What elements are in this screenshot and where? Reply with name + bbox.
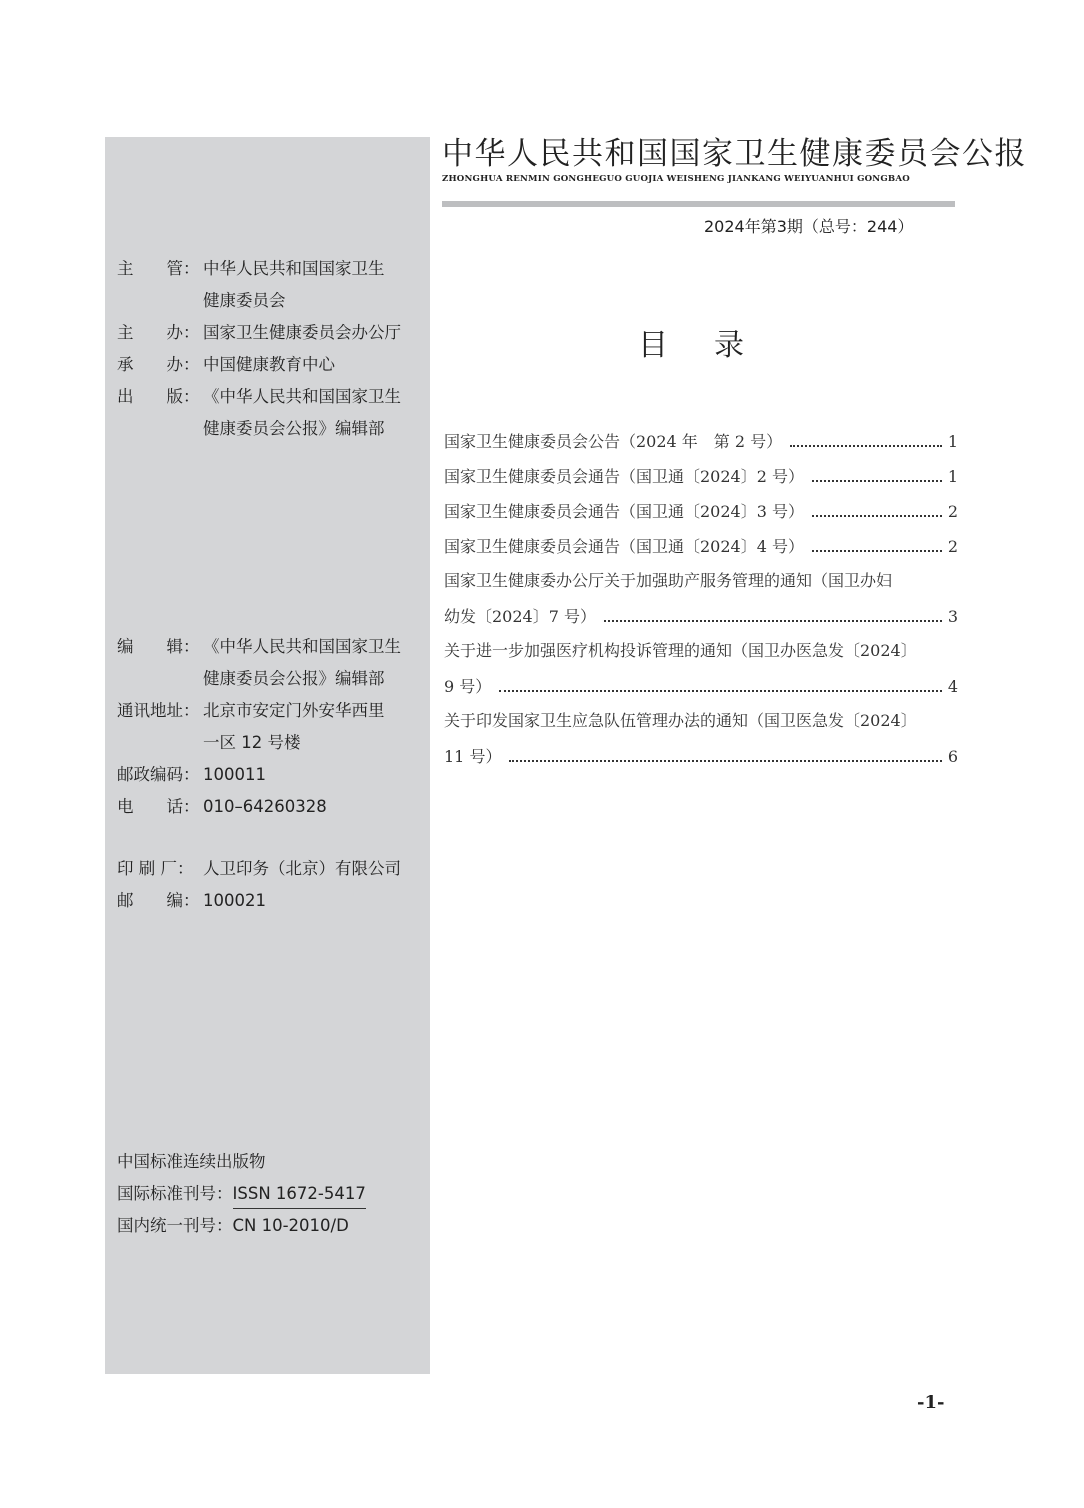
table-of-contents <box>444 423 958 773</box>
toc-leader-dots <box>499 668 942 692</box>
publisher-value: 《中华人民共和国国家卫生 <box>203 387 401 406</box>
publication-info <box>117 253 427 445</box>
toc-entry-title: 9 号） <box>444 677 492 696</box>
address-value: 北京市安定门外安华西里 <box>203 701 385 720</box>
organizer-value: 中国健康教育中心 <box>203 355 335 374</box>
issn-label: 国际标准刊号： <box>117 1184 233 1203</box>
serial-info <box>117 1146 427 1242</box>
organizer-label: 承 办： <box>117 355 200 374</box>
postcode-value: 100011 <box>203 765 266 784</box>
toc-leader-dots <box>812 458 942 482</box>
phone-label: 电 话： <box>117 797 200 816</box>
printer-postcode-label: 邮 编： <box>117 891 200 910</box>
toc-entry-title: 国家卫生健康委员会通告（国卫通〔2024〕2 号） <box>444 467 804 486</box>
editor-label: 编 辑： <box>117 637 200 656</box>
editor-value-cont: 健康委员会公报》编辑部 <box>203 669 385 688</box>
printer-postcode-value: 100021 <box>203 891 266 910</box>
toc-entry-title-line: 关于进一步加强医疗机构投诉管理的通知（国卫办医急发〔2024〕 <box>444 641 917 660</box>
toc-page-number: 6 <box>947 747 958 766</box>
toc-leader-dots <box>509 738 941 762</box>
toc-entry-title: 国家卫生健康委员会公告（2024 年 第 2 号） <box>444 432 783 451</box>
editorial-info <box>117 631 427 823</box>
toc-entry[interactable] <box>444 423 958 458</box>
printer-info <box>117 853 427 917</box>
toc-page-number: 1 <box>947 467 958 486</box>
toc-leader-dots <box>812 528 942 552</box>
toc-page-number: 2 <box>947 537 958 556</box>
postcode-label: 邮政编码： <box>117 765 200 784</box>
publisher-label: 出 版： <box>117 387 200 406</box>
bulletin-title: 中华人民共和国国家卫生健康委员会公报 <box>442 136 1027 172</box>
toc-entry-title-line: 国家卫生健康委办公厅关于加强助产服务管理的通知（国卫办妇 <box>444 571 893 590</box>
toc-leader-dots <box>790 423 942 447</box>
toc-heading: 目录 <box>638 328 790 363</box>
toc-entry-title: 幼发〔2024〕7 号） <box>444 607 596 626</box>
toc-leader-dots <box>604 598 942 622</box>
toc-entry-title: 国家卫生健康委员会通告（国卫通〔2024〕4 号） <box>444 537 804 556</box>
sponsor-value: 国家卫生健康委员会办公厅 <box>203 323 401 342</box>
phone-value: 010–64260328 <box>203 797 327 816</box>
page-number: -1- <box>917 1392 945 1413</box>
supervisor-value: 中华人民共和国国家卫生 <box>203 259 385 278</box>
publisher-value-cont: 健康委员会公报》编辑部 <box>203 419 385 438</box>
toc-entry[interactable] <box>444 563 958 633</box>
address-label: 通讯地址： <box>117 701 200 720</box>
toc-entry[interactable] <box>444 458 958 493</box>
toc-entry[interactable] <box>444 633 958 703</box>
supervisor-value-cont: 健康委员会 <box>203 291 286 310</box>
toc-leader-dots <box>812 493 942 517</box>
toc-page-number: 3 <box>947 607 958 626</box>
issue-number: 2024年第3期（总号：244） <box>704 217 914 236</box>
bulletin-title-pinyin: ZHONGHUA RENMIN GONGHEGUO GUOJIA WEISHENG JIANKANG WEIYUANHUI GONGBAO <box>442 174 910 184</box>
cn-label: 国内统一刊号： <box>117 1216 233 1235</box>
supervisor-label: 主 管： <box>117 259 200 278</box>
issn-value: ISSN 1672-5417 <box>233 1180 366 1209</box>
toc-page-number: 4 <box>947 677 958 696</box>
toc-entry[interactable] <box>444 493 958 528</box>
printer-value: 人卫印务（北京）有限公司 <box>203 859 401 878</box>
toc-entry-title: 国家卫生健康委员会通告（国卫通〔2024〕3 号） <box>444 502 804 521</box>
printer-label: 印 刷 厂： <box>117 859 194 878</box>
toc-entry-title-line: 关于印发国家卫生应急队伍管理办法的通知（国卫医急发〔2024〕 <box>444 711 917 730</box>
toc-entry-title: 11 号） <box>444 747 502 766</box>
address-value-cont: 一区 12 号楼 <box>203 733 301 752</box>
masthead-rule <box>442 201 955 207</box>
toc-page-number: 2 <box>947 502 958 521</box>
toc-entry[interactable] <box>444 528 958 563</box>
serial-note: 中国标准连续出版物 <box>117 1152 266 1171</box>
sponsor-label: 主 办： <box>117 323 200 342</box>
editor-value: 《中华人民共和国国家卫生 <box>203 637 401 656</box>
cn-value: CN 10-2010/D <box>232 1216 349 1235</box>
toc-entry[interactable] <box>444 703 958 773</box>
toc-page-number: 1 <box>947 432 958 451</box>
